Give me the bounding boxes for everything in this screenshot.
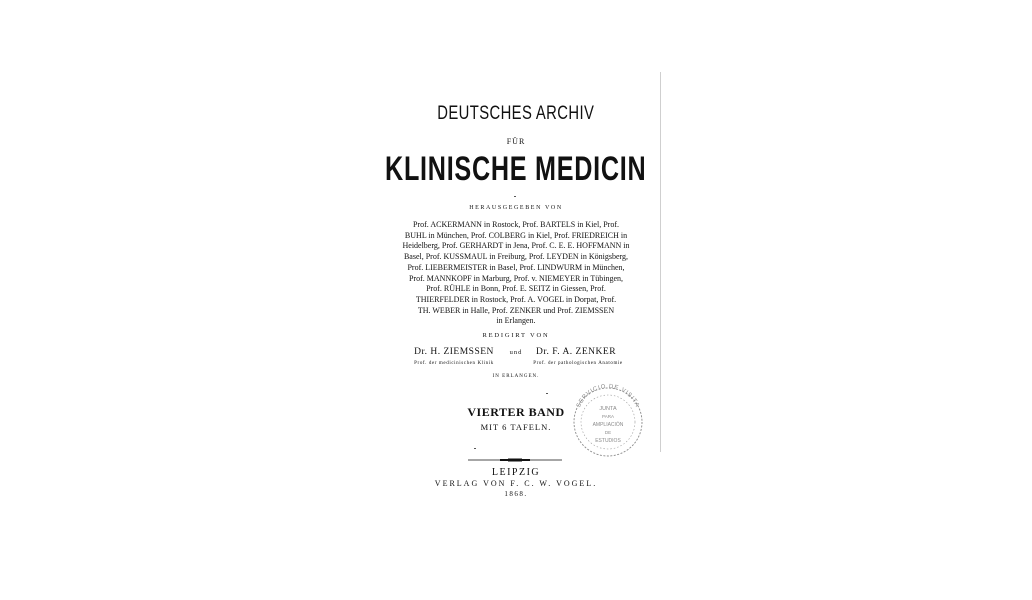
contributor-line: in Erlangen. [496, 316, 536, 326]
stamp-line1: JUNTA [599, 406, 617, 412]
stamp-line3: AMPLIACIÓN [592, 422, 624, 428]
journal-title-fuer: FÜR [506, 137, 526, 146]
contributor-line: Prof. MANNKOPF in Marburg, Prof. v. NIEMEYER in Tübingen, [408, 273, 624, 283]
contributor-line: Prof. LIEBERMEISTER in Basel, Prof. LINDWURM in München, [407, 262, 625, 272]
contributor-line: BUHL in München, Prof. COLBERG in Kiel, Prof. FRIEDREICH in [404, 230, 628, 240]
contributor-line: Prof. ACKERMANN in Rostock, Prof. BARTELS in Kiel, Prof. [413, 220, 619, 229]
und-label: und [509, 349, 523, 356]
redigirt-label: REDIGIRT VON [482, 332, 550, 339]
ornamental-divider [468, 457, 562, 463]
publisher-city: LEIPZIG [491, 467, 541, 478]
edited-by-label: HERAUSGEGEBEN VON [469, 205, 563, 211]
editor-right-title: Prof. der pathologischen Anatomie [533, 361, 623, 366]
editors-block [0, 347, 1032, 387]
stamp-ring-text: SERVICIO DE VISITA [576, 383, 640, 409]
journal-title-line2: KLINISCHE MEDICIN [385, 150, 647, 188]
contributor-line: Heidelberg, Prof. GERHARDT in Jena, Prof. C. E. E. HOFFMANN in [402, 241, 630, 251]
stamp-line5: ESTUDIOS [595, 438, 621, 444]
contributors-block [0, 220, 1032, 327]
publisher-name: VERLAG VON F. C. W. VOGEL. [434, 479, 598, 488]
print-speck [474, 448, 476, 449]
editor-left-title: Prof. der medicinischen Klinik [414, 361, 494, 366]
contributor-line: Basel, Prof. KUSSMAUL in Freiburg, Prof. LEYDEN in Königsberg, [403, 252, 629, 262]
contributor-line: THIERFELDER in Rostock, Prof. A. VOGEL in Dorpat, Prof. [415, 294, 617, 304]
editors-location: IN ERLANGEN. [492, 374, 540, 379]
publication-year: 1868. [504, 490, 528, 498]
editor-left-name: Dr. H. ZIEMSSEN [414, 347, 494, 357]
contributor-line: Prof. RÜHLE in Bonn, Prof. E. SEITZ in Giessen, Prof. [426, 284, 606, 294]
volume-label: VIERTER BAND [467, 405, 565, 419]
stamp-line2: PARA [602, 414, 614, 419]
library-stamp [568, 376, 648, 466]
print-speck [546, 393, 548, 394]
journal-title-line1: DEUTSCHES ARCHIV [437, 103, 595, 124]
contributor-line: TH. WEBER in Halle, Prof. ZENKER und Prof. ZIEMSSEN [417, 305, 615, 315]
stamp-line4: DE [604, 430, 612, 435]
editor-right-name: Dr. F. A. ZENKER [535, 347, 617, 357]
plates-label: MIT 6 TAFELN. [480, 422, 552, 432]
print-speck [514, 196, 516, 197]
svg-text:SERVICIO DE VISITA [576, 384, 640, 409]
